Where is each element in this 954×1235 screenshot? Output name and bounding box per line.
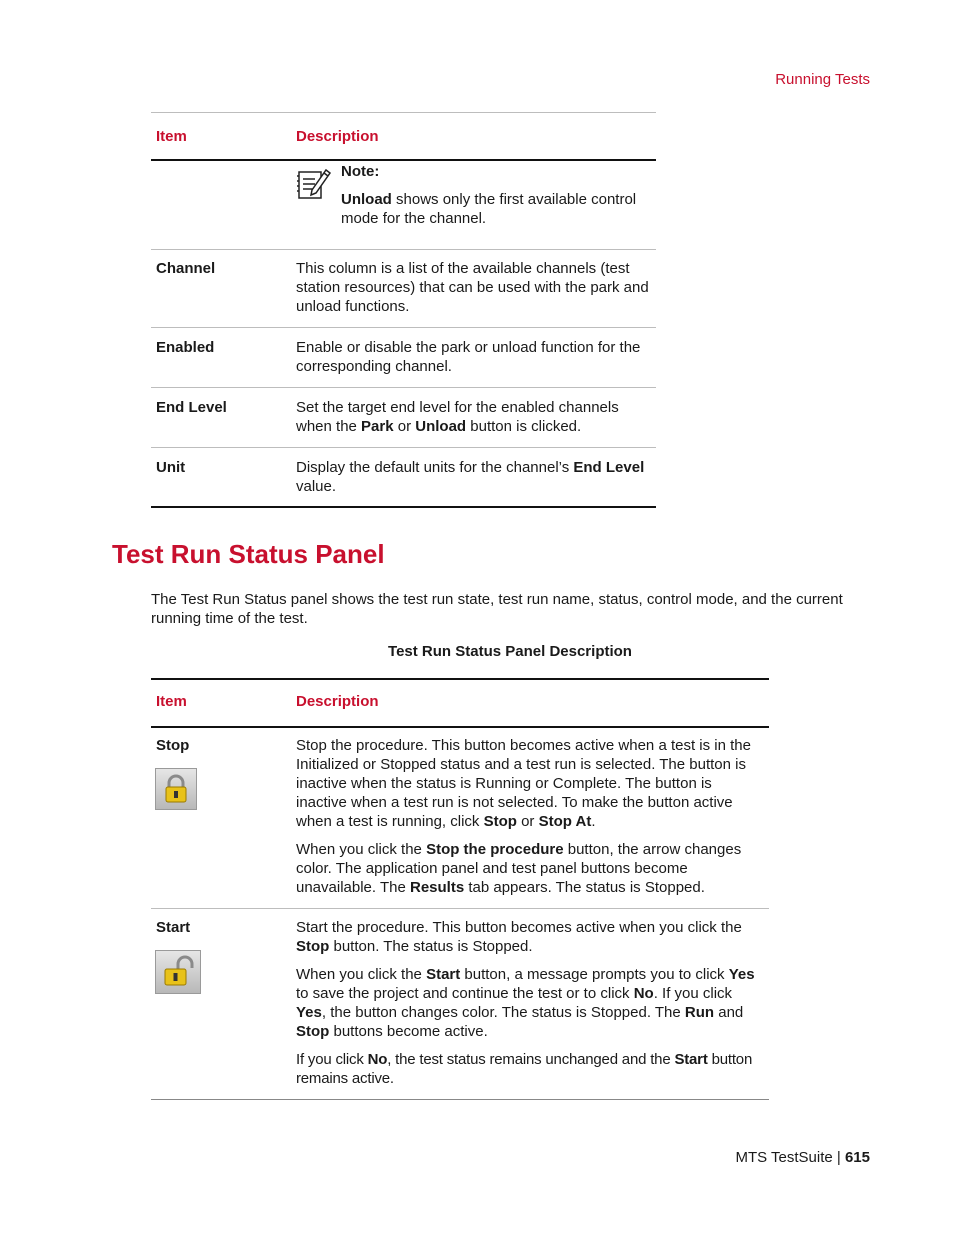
table-bottom-rule <box>151 506 656 508</box>
row-rule <box>151 908 769 909</box>
parameters-table <box>151 112 656 512</box>
column-header-item: Item <box>156 693 187 710</box>
row-item-start: Start <box>156 919 191 936</box>
footer-separator: | <box>832 1149 845 1166</box>
row-item-channel: Channel <box>156 260 216 277</box>
page-footer <box>600 1148 870 1167</box>
running-header: Running Tests <box>775 71 870 88</box>
row-desc-enabled: Enable or disable the park or unload function for the corresponding channel. <box>296 339 641 375</box>
row-desc-start: Start the procedure. This button becomes active when you click the Stop button. The status is Stopped. When you click the Start button, a message prompts you to click Yes to save the project and continue the test or to click No. If you click Yes, the button changes color. The status is Stopped. The Run and Stop buttons become active. If you click No, the test status remains unchanged and the Start button remains active. <box>296 919 755 1087</box>
row-item-end-level: End Level <box>156 399 227 416</box>
row-item-enabled: Enabled <box>156 339 215 356</box>
note-icon <box>296 164 332 202</box>
row-rule <box>151 249 656 250</box>
table-top-rule <box>151 112 656 113</box>
row-desc-channel: This column is a list of the available channels (test station resources) that can be used with the park and unload functions. <box>296 260 649 315</box>
row-rule <box>151 327 656 328</box>
product-name: MTS TestSuite <box>735 1149 833 1166</box>
lock-open-icon <box>156 951 200 993</box>
row-rule <box>151 447 656 448</box>
lock-closed-icon <box>156 769 196 809</box>
table-bottom-rule <box>151 1099 769 1100</box>
row-desc-unit: Display the default units for the channel’s End Level value. <box>296 459 645 495</box>
start-lock-button-image <box>155 950 201 994</box>
note-text: Unload shows only the first available control mode for the channel. <box>341 191 637 227</box>
section-intro: The Test Run Status panel shows the test run state, test run name, status, control mode, and the current running time of the test. <box>151 591 843 627</box>
column-header-description: Description <box>296 128 379 145</box>
column-header-item: Item <box>156 128 187 145</box>
status-panel-table <box>151 678 769 1103</box>
stop-lock-button-image <box>155 768 197 810</box>
row-desc-end-level: Set the target end level for the enabled channels when the Park or Unload button is clicked. <box>296 399 619 435</box>
section-title: Test Run Status Panel <box>112 539 385 569</box>
row-rule <box>151 387 656 388</box>
row-desc-stop: Stop the procedure. This button becomes active when a test is in the Initialized or Stopped status and a test run is selected. The button is inactive when the status is Running or Complete. The button is inactive when a test run is not selected. To make the button active when a test is running, click Stop or Stop At. When you click the Stop the procedure button, the arrow changes color. The application panel and test panel buttons become unavailable. The Results tab appears. The status is Stopped. <box>296 737 751 896</box>
row-item-stop: Stop <box>156 737 190 754</box>
row-item-unit: Unit <box>156 459 186 476</box>
table-caption: Test Run Status Panel Description <box>388 643 632 660</box>
column-header-description: Description <box>296 693 379 710</box>
page-number: 615 <box>844 1149 870 1166</box>
table-top-rule <box>151 678 769 680</box>
note-title: Note: <box>341 163 380 180</box>
header-rule <box>151 726 769 728</box>
header-rule <box>151 159 656 161</box>
